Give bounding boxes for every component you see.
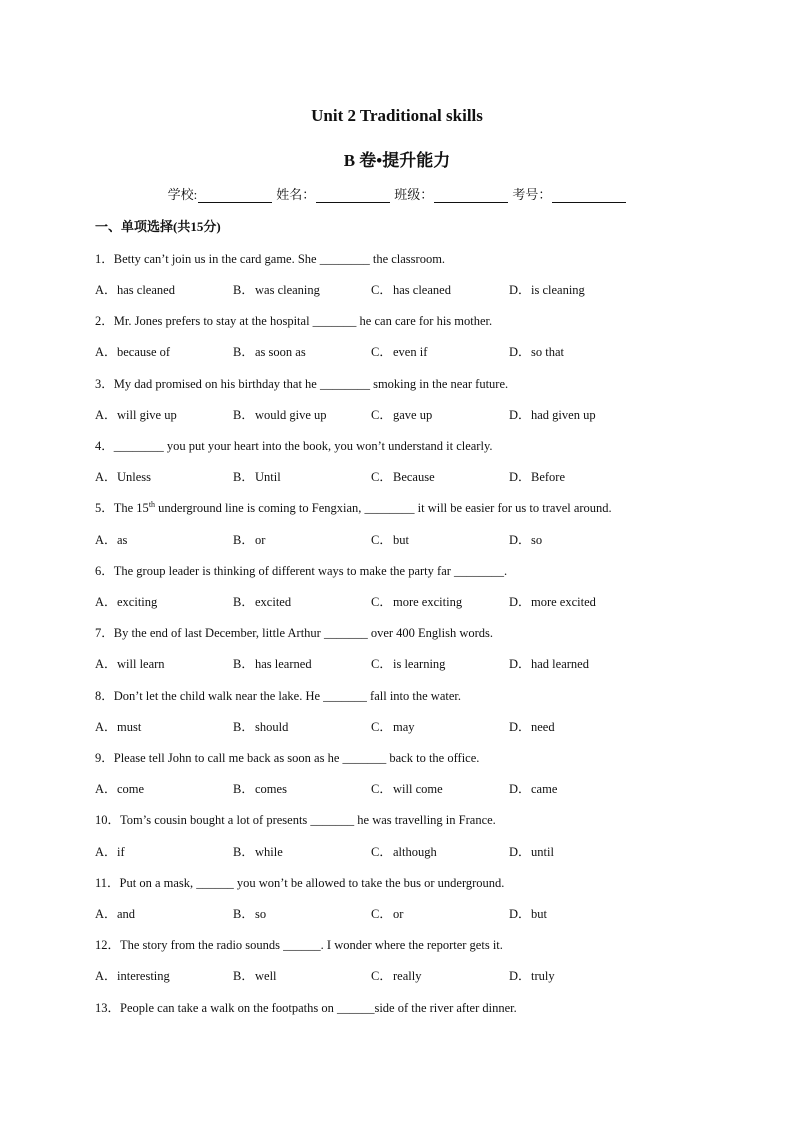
- option-b[interactable]: B．so: [233, 907, 267, 921]
- question-stem: 11．Put on a mask, ______ you won’t be allowed to take the bus or underground.: [95, 876, 505, 890]
- exam-number-blank[interactable]: [552, 189, 626, 203]
- option-a[interactable]: A．interesting: [95, 969, 170, 983]
- question-stem: 12．The story from the radio sounds ______. I wonder where the reporter gets it.: [95, 938, 503, 952]
- option-d[interactable]: D．so: [509, 533, 543, 547]
- option-b[interactable]: B．should: [233, 720, 289, 734]
- option-a[interactable]: A．has cleaned: [95, 283, 175, 297]
- option-c[interactable]: C．is learning: [371, 657, 446, 671]
- option-c[interactable]: C．Because: [371, 470, 435, 484]
- option-c[interactable]: C．although: [371, 845, 437, 859]
- option-d[interactable]: D．came: [509, 782, 558, 796]
- class-label: 班级：: [394, 187, 434, 202]
- question-options: [95, 280, 735, 298]
- option-c[interactable]: C．or: [371, 907, 404, 921]
- question-stem: 7．By the end of last December, little Arthur _______ over 400 English words.: [95, 626, 494, 640]
- question-stem: 1．Betty can’t join us in the card game. She ________ the classroom.: [95, 252, 446, 266]
- option-b[interactable]: B．or: [233, 533, 266, 547]
- option-d[interactable]: D．had learned: [509, 657, 589, 671]
- question-stem: 5．The 15th underground line is coming to Fengxian, ________ it will be easier for us to travel around.: [95, 499, 612, 515]
- question-options: [95, 530, 735, 548]
- option-c[interactable]: C．has cleaned: [371, 283, 451, 297]
- option-c[interactable]: C．even if: [371, 345, 428, 359]
- question-stem: 9．Please tell John to call me back as soon as he _______ back to the office.: [95, 751, 480, 765]
- class-field: [394, 184, 508, 203]
- option-a[interactable]: A．will give up: [95, 408, 177, 422]
- option-d[interactable]: D．need: [509, 720, 555, 734]
- option-b[interactable]: B．would give up: [233, 408, 327, 422]
- section-title: 一、单项选择(共15分): [95, 219, 221, 234]
- exam-number-field: [512, 184, 626, 203]
- question-options: [95, 467, 735, 485]
- question-stem: 13．People can take a walk on the footpaths on ______side of the river after dinner.: [95, 1001, 517, 1015]
- option-a[interactable]: A．if: [95, 845, 125, 859]
- option-d[interactable]: D．but: [509, 907, 547, 921]
- option-d[interactable]: D．so that: [509, 345, 564, 359]
- option-a[interactable]: A．and: [95, 907, 136, 921]
- school-label: 学校:: [167, 187, 198, 202]
- question-stem: 4．________ you put your heart into the book, you won’t understand it clearly.: [95, 439, 493, 453]
- option-d[interactable]: D．had given up: [509, 408, 596, 422]
- option-b[interactable]: B．excited: [233, 595, 292, 609]
- option-b[interactable]: B．while: [233, 845, 283, 859]
- question-options: [95, 904, 735, 922]
- school-blank[interactable]: [198, 189, 272, 203]
- question-stem: 8．Don’t let the child walk near the lake. He _______ fall into the water.: [95, 689, 461, 703]
- option-c[interactable]: C．but: [371, 533, 409, 547]
- question-stem: 10．Tom’s cousin bought a lot of presents _______ he was travelling in France.: [95, 813, 496, 827]
- page-subtitle: B 卷•提升能力: [343, 151, 451, 170]
- option-d[interactable]: D．more excited: [509, 595, 596, 609]
- option-d[interactable]: D．truly: [509, 969, 555, 983]
- option-c[interactable]: C．gave up: [371, 408, 433, 422]
- question-options: [95, 966, 735, 984]
- option-a[interactable]: A．as: [95, 533, 128, 547]
- option-d[interactable]: D．Before: [509, 470, 566, 484]
- name-field: [276, 184, 390, 203]
- option-b[interactable]: B．was cleaning: [233, 283, 320, 297]
- page-title: Unit 2 Traditional skills: [311, 106, 483, 125]
- option-b[interactable]: B．comes: [233, 782, 287, 796]
- school-field: [168, 184, 273, 203]
- option-c[interactable]: C．will come: [371, 782, 443, 796]
- option-a[interactable]: A．Unless: [95, 470, 152, 484]
- option-c[interactable]: C．really: [371, 969, 422, 983]
- question-stem: 2．Mr. Jones prefers to stay at the hospital _______ he can care for his mother.: [95, 314, 493, 328]
- question-options: [95, 342, 735, 360]
- option-a[interactable]: A．will learn: [95, 657, 165, 671]
- option-d[interactable]: D．until: [509, 845, 554, 859]
- question-stem: 6．The group leader is thinking of different ways to make the party far ________.: [95, 564, 508, 578]
- name-label: 姓名：: [276, 187, 316, 202]
- option-b[interactable]: B．well: [233, 969, 277, 983]
- option-b[interactable]: B．has learned: [233, 657, 312, 671]
- question-options: [95, 779, 735, 797]
- question-options: [95, 592, 735, 610]
- question-options: [95, 842, 735, 860]
- question-options: [95, 654, 735, 672]
- option-a[interactable]: A．exciting: [95, 595, 158, 609]
- question-options: [95, 405, 735, 423]
- option-a[interactable]: A．come: [95, 782, 145, 796]
- question-options: [95, 717, 735, 735]
- name-blank[interactable]: [316, 189, 390, 203]
- option-b[interactable]: B．as soon as: [233, 345, 306, 359]
- option-c[interactable]: C．may: [371, 720, 415, 734]
- class-blank[interactable]: [434, 189, 508, 203]
- exam-number-label: 考号：: [512, 187, 552, 202]
- option-b[interactable]: B．Until: [233, 470, 281, 484]
- option-a[interactable]: A．because of: [95, 345, 171, 359]
- option-c[interactable]: C．more exciting: [371, 595, 463, 609]
- option-d[interactable]: D．is cleaning: [509, 283, 585, 297]
- question-stem: 3．My dad promised on his birthday that he ________ smoking in the near future.: [95, 377, 509, 391]
- student-info-row: [0, 184, 794, 203]
- option-a[interactable]: A．must: [95, 720, 142, 734]
